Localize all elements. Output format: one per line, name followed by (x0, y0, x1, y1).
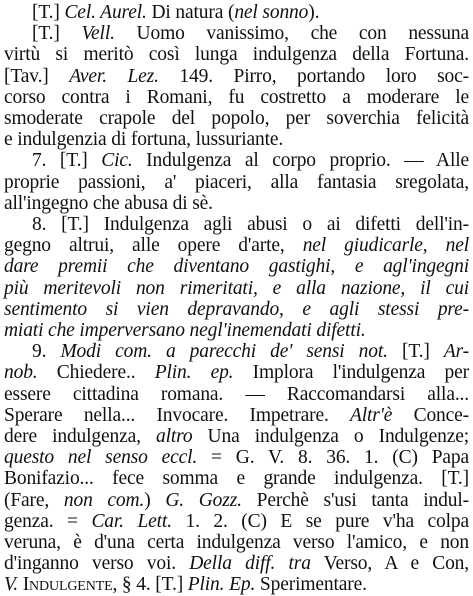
text-line-16 (4, 320, 469, 342)
text-line-11 (4, 214, 469, 236)
italic-text: Car. Lett. (91, 510, 172, 532)
text: dere indulgenza, (4, 426, 156, 447)
italic-text: Altr'è (350, 404, 393, 426)
text: virtù si meritò così lunga indulgenza della Fortuna. (4, 44, 469, 66)
text: 149. Pirro, portando loro soc- (158, 65, 469, 87)
text: proprie passioni, a' piaceri, alla fantasia sregolata, (4, 171, 469, 193)
text: e indulgenzia di fortuna, lussuriante. (4, 129, 284, 151)
italic-text: dare premii che diventano gastighi, e agl'ingegni (4, 256, 469, 278)
text: essere cittadina romana. — Raccomandarsi alla... (4, 383, 469, 405)
text: Verso, A e Con, (310, 553, 470, 575)
italic-text: nel giudicarle, nel (302, 235, 469, 257)
text-line-1 (4, 2, 469, 24)
text: [Tav.] (4, 65, 70, 87)
italic-text: più meritevoli non rimeritati, e alla nazione, il cui (4, 277, 469, 299)
italic-text: Aver. Lez. (69, 65, 159, 87)
text: Uomo vanissimo, che con nessuna (114, 23, 470, 45)
text-line-15 (4, 299, 469, 321)
text: ). (308, 2, 320, 23)
italic-text: miati che imperversano negl'inemendati difetti. (4, 320, 366, 341)
text: Conce- (392, 404, 469, 426)
text: Chiedere.. (37, 362, 155, 384)
italic-text: questo nel senso eccl. (4, 447, 198, 469)
text: Indulgenza al corpo proprio. — Alle (132, 150, 469, 172)
italic-text: G. Gozz. (165, 489, 242, 511)
text-line-12 (4, 235, 469, 257)
text: [T.] (387, 341, 444, 363)
text: smoderate crapole del popolo, per soverchia felicità (4, 108, 469, 129)
text: 7. [T.] (32, 150, 102, 172)
text: Perchè s'usi tanta indul- (241, 489, 469, 511)
text-line-2 (4, 23, 469, 45)
italic-text: Modi com. a parecchi de' sensi not. (60, 341, 388, 363)
text-line-4 (4, 66, 469, 88)
text: Bonifazio... fece somma e grande indulgenza. [T.] (4, 468, 469, 490)
italic-text: Cic. (101, 150, 133, 172)
text-line-13 (4, 256, 469, 278)
text: d'inganno verso voi. (4, 553, 190, 575)
italic-text: Della diff. tra (189, 553, 311, 575)
text-line-19 (4, 384, 469, 406)
text-line-14 (4, 278, 469, 300)
text: gegno altrui, alle opere d'arte, (4, 235, 303, 257)
text: Una indulgenza o Indulgenze; (192, 426, 470, 447)
text-line-24 (4, 490, 469, 512)
text: Sperare nella... Invocare. Impetrare. (4, 404, 350, 426)
text-line-25 (4, 511, 469, 533)
italic-text: Cel. Aurel. (64, 2, 147, 23)
text: (Fare, (4, 489, 64, 511)
italic-text: non com. (63, 489, 145, 511)
text-line-18 (4, 362, 469, 384)
text-line-3 (4, 44, 469, 66)
text-line-28 (4, 574, 469, 596)
italic-text: nel sonno (234, 2, 309, 23)
italic-text: Vell. (81, 23, 115, 45)
text-line-9 (4, 172, 469, 194)
text: all'ingegno che abusa di sè. (4, 192, 213, 214)
italic-text: Plin. Ep. (187, 574, 256, 596)
italic-text: nob. (4, 362, 38, 384)
italic-text: sentimento si vien depravando, e agli stessi pre- (4, 298, 469, 320)
italic-text: altro (155, 426, 193, 447)
text-line-7 (4, 129, 469, 151)
text: Sperimentare. (255, 574, 367, 596)
text: [T.] (32, 2, 65, 23)
text: Di natura ( (146, 2, 235, 23)
text-line-5 (4, 87, 469, 109)
small-caps-text: Indulgente (22, 574, 113, 596)
text: ) (144, 489, 166, 511)
italic-text: Ar- (443, 341, 469, 363)
text: genza. = (4, 510, 92, 532)
text-line-8 (4, 150, 469, 172)
text: 9. (32, 341, 61, 363)
text: 1. 2. (C) E se pure v'ha colpa (171, 510, 469, 532)
text-line-23 (4, 468, 469, 490)
text: 8. [T.] Indulgenza agli abusi o ai difetti dell'in- (32, 214, 469, 235)
text-line-20 (4, 405, 469, 427)
text-line-6 (4, 108, 469, 130)
text-line-27 (4, 553, 469, 575)
text-line-21 (4, 426, 469, 448)
text: , § 4. [T.] (112, 574, 188, 596)
text-line-26 (4, 532, 469, 554)
text: [T.] (32, 23, 82, 45)
text: Implora l'indulgenza per (233, 362, 469, 384)
text: veruna, è d'una certa indulgenza verso l'amico, e non (4, 532, 469, 553)
italic-text: Plin. ep. (154, 362, 234, 384)
text: corso contra i Romani, fu costretto a moderare le (4, 86, 469, 108)
text-line-17 (4, 341, 469, 363)
text-line-22 (4, 447, 469, 469)
text: = G. V. 8. 36. 1. (C) Papa (197, 447, 469, 469)
italic-text: V. (4, 574, 18, 596)
text-line-10 (4, 193, 469, 215)
